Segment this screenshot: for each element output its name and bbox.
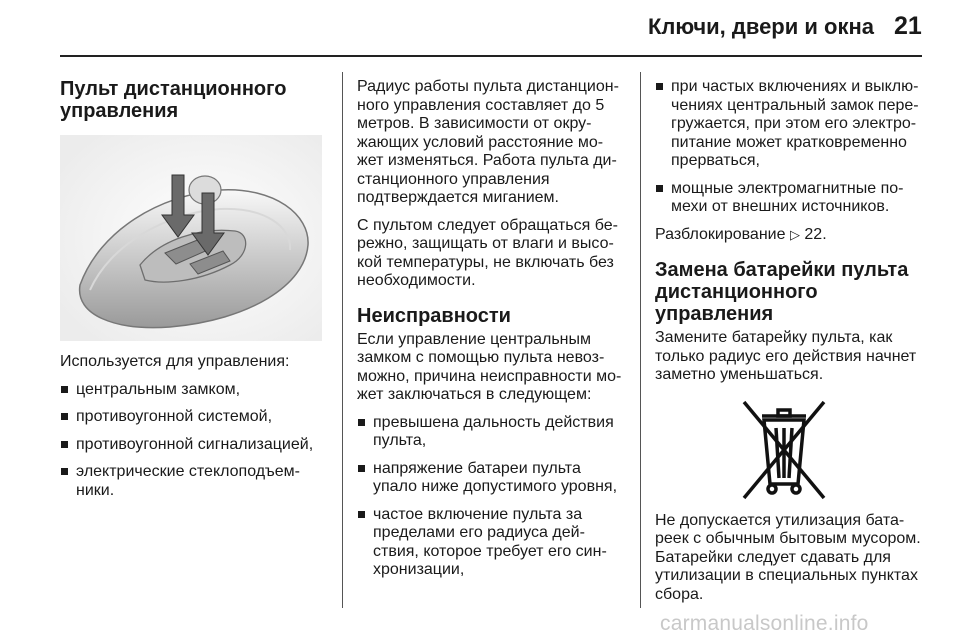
- faults-paragraph: Если управление центральным замком с помощью пульта невоз-можно, причина неисправности мо-жет заключаться в следующем:: [357, 330, 622, 403]
- right-column: [655, 78, 925, 613]
- list-item: при частых включениях и выклю-чениях центральный замок пере-гружается, при этом его электро-питание может кратковременно прерваться,: [655, 78, 925, 171]
- list-item: мощные электромагнитные по-мехи от внешних источников.: [655, 180, 925, 217]
- section-heading-battery: Замена батарейки пульта дистанционного управления: [655, 259, 909, 325]
- battery-paragraph: Замените батарейку пульта, как только радиус его действия начнет заметно уменьшаться.: [655, 329, 917, 383]
- crossed-bin-icon: [734, 394, 834, 502]
- section-heading-remote: Пульт дистанционного управления: [60, 78, 287, 122]
- header-divider: [60, 55, 922, 57]
- list-item: превышена дальность действия пульта,: [357, 414, 629, 451]
- range-paragraph: Радиус работы пульта дистанцион-ного управления составляет до 5 метров. В зависимости от окру-жающих условий расстояние мо-жет изменяться. Работа пульта ди-станционного управления подтверждается миганием.: [357, 78, 619, 206]
- column-divider-left: [342, 72, 343, 608]
- list-item: напряжение батареи пульта упало ниже допустимого уровня,: [357, 460, 629, 497]
- page-number: 21: [894, 12, 922, 40]
- weee-symbol-container: [655, 394, 925, 504]
- list-item: противоугонной системой,: [60, 408, 332, 427]
- reference-arrow-icon: ▷: [789, 227, 800, 243]
- watermark: carmanualsonline.info: [660, 612, 869, 635]
- page-header-title: Ключи, двери и окна: [648, 14, 874, 39]
- section-heading-faults: Неисправности: [357, 304, 511, 327]
- remote-key-image: [60, 135, 322, 341]
- list-item: противоугонной сигнализацией,: [60, 436, 332, 455]
- remote-functions-list: [60, 381, 332, 501]
- remote-key-illustration: [60, 135, 322, 341]
- list-item: центральным замком,: [60, 381, 332, 400]
- list-item: частое включение пульта за пределами его радиуса дей-ствия, которое требует его син-хронизации,: [357, 506, 629, 580]
- unlock-reference-page[interactable]: 22.: [804, 225, 827, 243]
- column-divider-right: [640, 72, 641, 608]
- list-item: электрические стеклоподъем-ники.: [60, 463, 332, 500]
- disposal-paragraph: Не допускается утилизация бата-реек с обычным бытовым мусором. Батарейки следует сдавать для утилизации в специальных пунктах сбора.: [655, 511, 921, 603]
- unlock-reference: [655, 226, 925, 246]
- unlock-reference-text: Разблокирование: [655, 225, 786, 243]
- left-column: [60, 78, 332, 509]
- remote-intro-text: Используется для управления:: [60, 353, 290, 370]
- care-paragraph: С пультом следует обращаться бе-режно, защищать от влаги и высо-кой температуры, не включать без необходимости.: [357, 216, 618, 289]
- faults-list: [357, 414, 629, 580]
- middle-column: [357, 78, 629, 589]
- faults-list-continued: [655, 78, 925, 217]
